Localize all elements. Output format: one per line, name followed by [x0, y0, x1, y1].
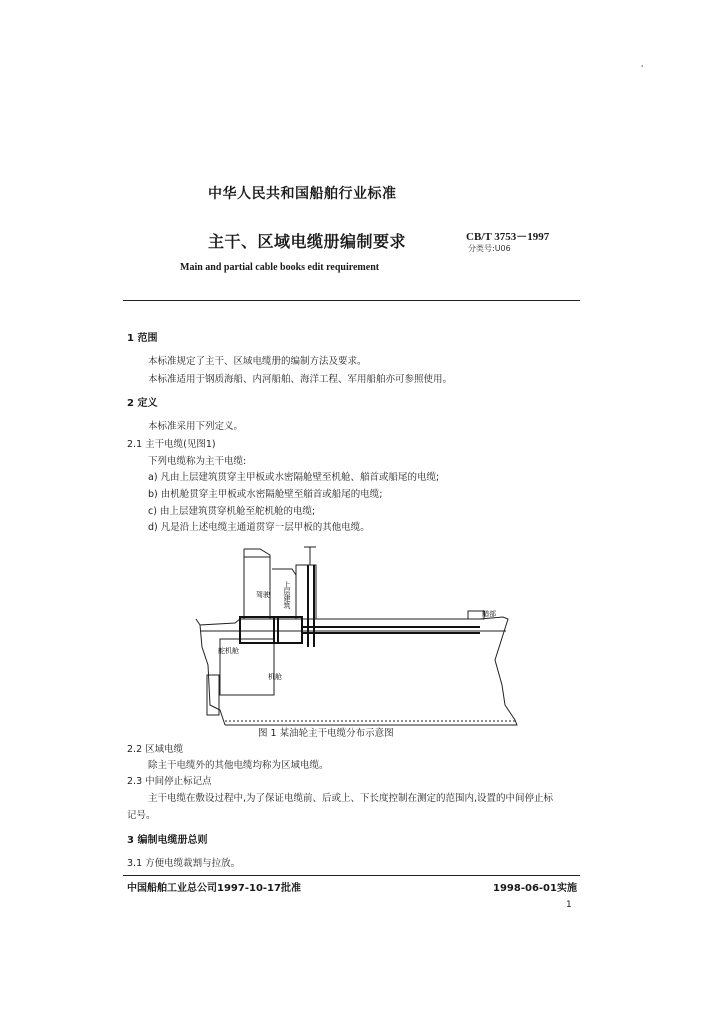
section-2-3-text: 主干电缆在敷设过程中,为了保证电缆前、后或上、下长度控制在测定的范围内,设置的中间停止标 [148, 793, 554, 804]
section-2-intro: 本标准采用下列定义。 [148, 421, 244, 432]
ship-cable-diagram [180, 535, 530, 740]
section-3-heading: 3 编制电缆册总则 [127, 835, 208, 846]
section-3-1: 3.1 方便电缆裁割与拉放。 [127, 858, 241, 869]
section-2-heading: 2 定义 [127, 398, 158, 409]
document-title: 主干、区域电缆册编制要求 [208, 232, 407, 251]
figure-caption: 图 1 某油轮主干电缆分布示意图 [258, 728, 394, 739]
implementation-date: 1998-06-01实施 [493, 883, 577, 894]
list-item: a) 凡由上层建筑贯穿主甲板或水密隔舱壁至机舱、艏首或船尾的电缆; [148, 472, 440, 483]
section-1-paragraph-2: 本标准适用于钢质海船、内河船舶、海洋工程、军用船舶亦可参照使用。 [148, 374, 453, 385]
page-number: 1 [566, 900, 572, 910]
section-1-heading: 1 范围 [127, 333, 158, 344]
list-item: d) 凡是沿上述电缆主通道贯穿一层甲板的其他电缆。 [148, 522, 370, 533]
section-2-3-text-cont: 记号。 [127, 810, 156, 821]
stern-tip [196, 619, 200, 625]
english-title: Main and partial cable books edit requirement [180, 262, 380, 273]
bottom-rule [123, 875, 580, 876]
label-steering-room: 舵机舱 [218, 647, 239, 655]
standard-organization: 中华人民共和国船舶行业标准 [208, 186, 397, 202]
section-2-1-heading: 2.1 主干电缆(见图1) [127, 439, 216, 450]
label-engine-room: 机舱 [268, 673, 282, 681]
section-2-2-text: 除主干电缆外的其他电缆均称为区域电缆。 [148, 760, 329, 771]
classification-number: 分类号:U06 [468, 244, 511, 253]
top-rule [123, 300, 580, 301]
label-bridge: 驾驶 [256, 591, 270, 599]
section-2-2-heading: 2.2 区域电缆 [127, 744, 184, 755]
section-2-1-intro: 下列电缆称为主干电缆: [148, 456, 247, 467]
list-item: c) 由上层建筑贯穿机舱至舵机舱的电缆; [148, 506, 316, 517]
scan-mark: ' [641, 64, 644, 73]
standard-code: CB/T 3753－1997 [466, 231, 550, 243]
list-item: b) 由机舱贯穿主甲板或水密隔舱壁至艏首或船尾的电缆; [148, 489, 383, 500]
label-superstructure: 上层建筑 [283, 581, 291, 609]
approval-date: 中国船舶工业总公司1997-10-17批准 [127, 883, 301, 894]
label-bow: 艏部 [482, 610, 496, 618]
section-1-paragraph-1: 本标准规定了主干、区域电缆册的编制方法及要求。 [148, 356, 367, 367]
section-2-3-heading: 2.3 中间停止标记点 [127, 776, 212, 787]
funnel [244, 549, 270, 619]
